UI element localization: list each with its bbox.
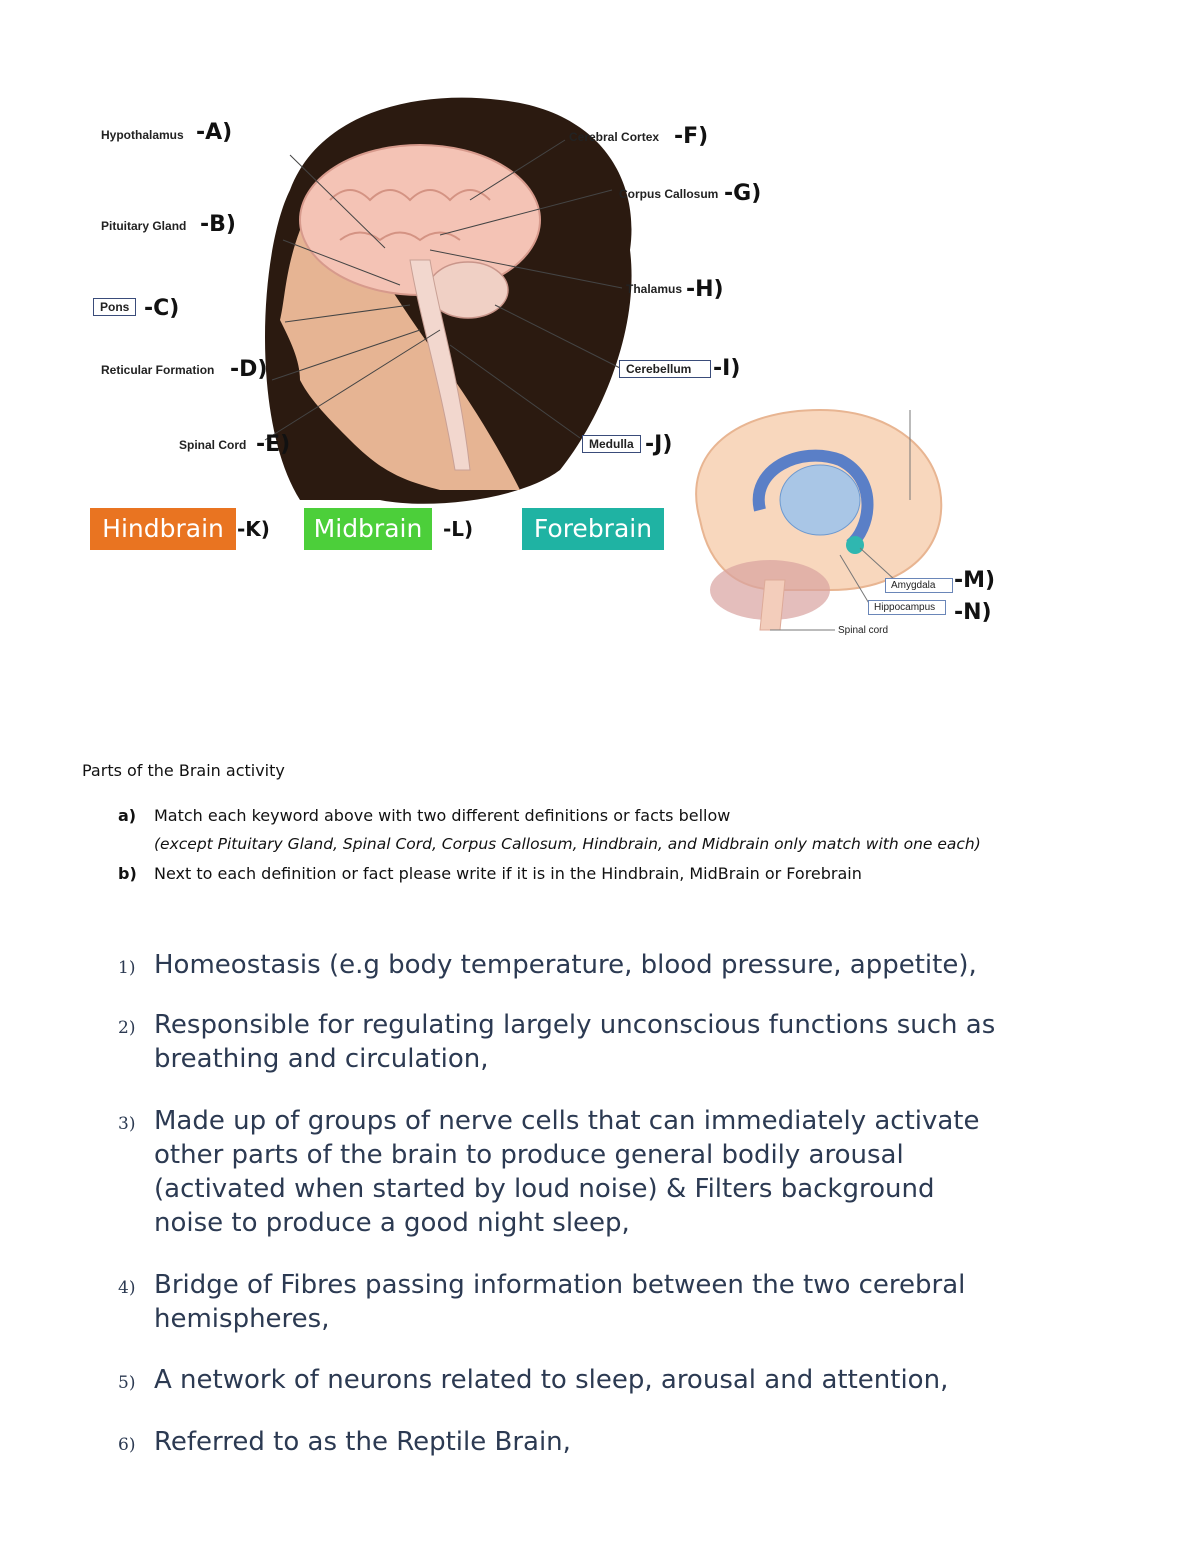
- hindbrain-tag: Hindbrain: [90, 508, 236, 550]
- letter-e: -E): [256, 432, 291, 457]
- letter-h: -H): [686, 277, 724, 302]
- letter-m: -M): [954, 568, 996, 593]
- instruction-marker: a): [118, 806, 137, 825]
- item-number: 6): [118, 1435, 136, 1455]
- letter-j: -J): [645, 432, 673, 457]
- forebrain-tag: Forebrain: [522, 508, 664, 550]
- item-line: noise to produce a good night sleep,: [154, 1208, 630, 1238]
- label-hypothalamus: Hypothalamus: [101, 128, 184, 142]
- label-spinal-cord-small: Spinal cord: [838, 625, 889, 636]
- item-line: other parts of the brain to produce general bodily arousal: [154, 1140, 904, 1170]
- letter-a: -A): [196, 120, 233, 145]
- label-corpus-callosum: Corpus Callosum: [619, 187, 719, 201]
- instruction-marker: b): [118, 864, 137, 883]
- label-amygdala: Amygdala: [885, 578, 953, 593]
- label-spinal-cord: Spinal Cord: [179, 438, 247, 452]
- label-pons: Pons: [93, 298, 136, 316]
- label-medulla: Medulla: [582, 435, 641, 453]
- letter-g: -G): [724, 181, 762, 206]
- item-number: 5): [118, 1373, 136, 1393]
- instruction-text: Next to each definition or fact please write if it is in the Hindbrain, MidBrain or Forebrain: [154, 864, 862, 883]
- letter-k: -K): [237, 517, 270, 541]
- item-number: 3): [118, 1114, 136, 1134]
- letter-i: -I): [713, 356, 741, 381]
- item-line: hemispheres,: [154, 1304, 330, 1334]
- letter-l: -L): [443, 517, 474, 541]
- label-pituitary-gland: Pituitary Gland: [101, 219, 187, 233]
- brain-illustration: [0, 0, 1200, 700]
- limbic-diagram: [696, 410, 941, 630]
- item-line: Responsible for regulating largely unconscious functions such as: [154, 1010, 996, 1040]
- item-line: breathing and circulation,: [154, 1044, 489, 1074]
- label-hippocampus: Hippocampus: [868, 600, 946, 615]
- instruction-text: Match each keyword above with two different definitions or facts bellow: [154, 806, 731, 825]
- item-line: (activated when started by loud noise) & Filters background: [154, 1174, 935, 1204]
- activity-title: Parts of the Brain activity: [82, 761, 285, 780]
- brain-diagram: [0, 0, 1200, 700]
- label-thalamus: Thalamus: [626, 282, 683, 296]
- item-number: 2): [118, 1018, 136, 1038]
- item-line: A network of neurons related to sleep, arousal and attention,: [154, 1365, 949, 1395]
- letter-d: -D): [230, 357, 268, 382]
- item-number: 1): [118, 958, 136, 978]
- letter-n: -N): [954, 600, 992, 625]
- item-line: Bridge of Fibres passing information between the two cerebral: [154, 1270, 966, 1300]
- item-line: Made up of groups of nerve cells that can immediately activate: [154, 1106, 980, 1136]
- label-cerebellum: Cerebellum: [619, 360, 711, 378]
- midbrain-tag: Midbrain: [304, 508, 432, 550]
- label-cerebral-cortex: Cerebral Cortex: [569, 130, 660, 144]
- instruction-note: (except Pituitary Gland, Spinal Cord, Corpus Callosum, Hindbrain, and Midbrain only match with one each): [154, 835, 981, 853]
- item-line: Homeostasis (e.g body temperature, blood pressure, appetite),: [154, 950, 977, 980]
- letter-f: -F): [674, 124, 709, 149]
- letter-b: -B): [200, 212, 236, 237]
- item-number: 4): [118, 1278, 136, 1298]
- item-line: Referred to as the Reptile Brain,: [154, 1427, 571, 1457]
- label-reticular-formation: Reticular Formation: [101, 363, 215, 377]
- letter-c: -C): [144, 296, 180, 321]
